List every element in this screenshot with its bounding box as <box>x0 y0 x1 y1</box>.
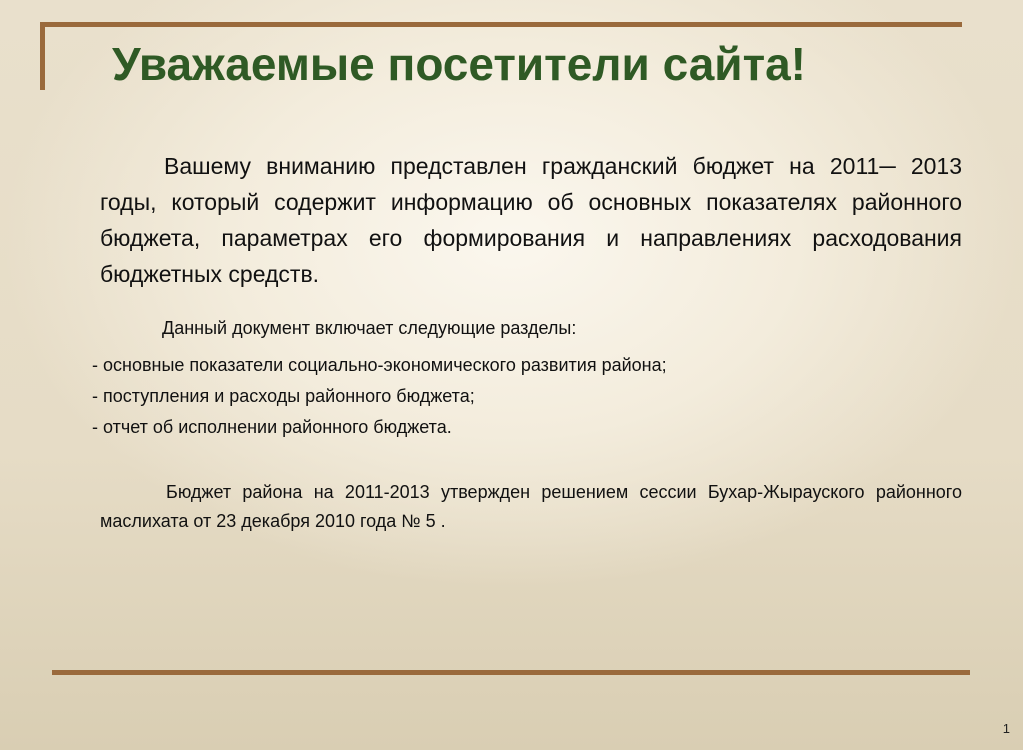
list-item: - основные показатели социально-экономического развития района; <box>92 355 667 375</box>
slide-title: Уважаемые посетители сайта! <box>112 38 806 90</box>
sections-intro-text: Данный документ включает следующие разделы: <box>162 318 577 338</box>
sections-list <box>92 350 667 443</box>
intro-paragraph: Вашему вниманию представлен гражданский бюджет на 2011─ 2013 годы, который содержит информацию об основных показателях районного бюджета, параметрах его формирования и направлениях расходования бюджетных средств. <box>100 153 962 287</box>
decorative-frame-top-line <box>40 22 962 27</box>
page-number: 1 <box>1002 721 1010 736</box>
decorative-bottom-line <box>52 670 970 675</box>
list-item: - отчет об исполнении районного бюджета. <box>92 417 452 437</box>
list-item: - поступления и расходы районного бюджета; <box>92 386 475 406</box>
decorative-frame-left-line <box>40 22 45 90</box>
approval-paragraph: Бюджет района на 2011-2013 утвержден решением сессии Бухар-Жырауского районного маслихата от 23 декабря 2010 года № 5 . <box>100 482 962 531</box>
